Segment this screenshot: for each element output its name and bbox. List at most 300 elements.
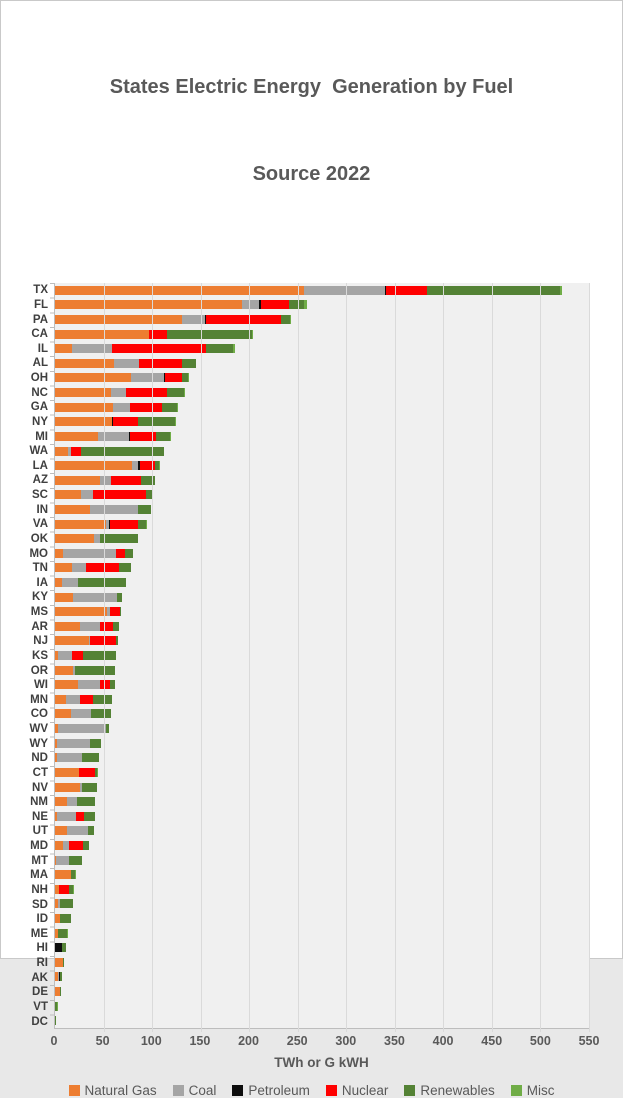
- bar-row-ma: [55, 867, 589, 882]
- gridline-100: [152, 283, 153, 1032]
- bar-segment-misc: [75, 870, 76, 879]
- y-axis-label-ok: OK: [11, 532, 54, 547]
- y-axis-label-tn: TN: [11, 561, 54, 576]
- stacked-bar-mi: [55, 432, 589, 441]
- bar-segment-misc: [177, 403, 178, 412]
- bar-segment-renewables: [60, 899, 73, 908]
- x-tick-label-0: 0: [51, 1034, 58, 1048]
- bar-segment-natural-gas: [55, 622, 80, 631]
- bar-row-ia: [55, 575, 589, 590]
- legend-swatch-misc: [511, 1085, 522, 1096]
- bar-segment-renewables: [82, 783, 97, 792]
- bar-segment-nuclear: [116, 549, 125, 558]
- bar-segment-nuclear: [69, 841, 84, 850]
- y-axis-label-fl: FL: [11, 298, 54, 313]
- bar-segment-nuclear: [72, 651, 83, 660]
- y-axis-label-de: DE: [11, 985, 54, 1000]
- bar-row-ok: [55, 531, 589, 546]
- bar-segment-renewables: [100, 534, 139, 543]
- y-axis-label-co: CO: [11, 707, 54, 722]
- bar-segment-misc: [170, 432, 171, 441]
- bar-segment-nuclear: [71, 447, 81, 456]
- bar-segment-nuclear: [206, 315, 281, 324]
- gridline-450: [492, 283, 493, 1032]
- legend: [1, 1083, 622, 1098]
- bar-segment-natural-gas: [55, 286, 304, 295]
- y-axis-label-ca: CA: [11, 327, 54, 342]
- legend-item-nuclear: [326, 1083, 389, 1098]
- bar-segment-coal: [62, 578, 79, 587]
- bar-row-me: [55, 926, 589, 941]
- bar-segment-natural-gas: [55, 695, 66, 704]
- y-axis-label-or: OR: [11, 663, 54, 678]
- stacked-bar-wa: [55, 447, 589, 456]
- bar-segment-misc: [252, 330, 253, 339]
- stacked-bar-ga: [55, 403, 589, 412]
- bar-segment-nuclear: [79, 768, 95, 777]
- stacked-bar-mn: [55, 695, 589, 704]
- y-axis-label-nv: NV: [11, 780, 54, 795]
- bar-segment-coal: [57, 739, 90, 748]
- bar-row-ms: [55, 604, 589, 619]
- stacked-bar-fl: [55, 300, 589, 309]
- legend-item-coal: [173, 1083, 217, 1098]
- x-axis-ticks: [54, 1032, 589, 1051]
- bar-segment-natural-gas: [55, 490, 81, 499]
- stacked-bar-ks: [55, 651, 589, 660]
- legend-swatch-natural-gas: [69, 1085, 80, 1096]
- bar-segment-nuclear: [76, 812, 84, 821]
- gridline-50: [104, 283, 105, 1032]
- bar-segment-coal: [67, 797, 78, 806]
- bar-row-or: [55, 663, 589, 678]
- bar-segment-natural-gas: [55, 330, 149, 339]
- bar-segment-renewables: [84, 812, 95, 821]
- bar-row-sc: [55, 488, 589, 503]
- bar-row-id: [55, 911, 589, 926]
- stacked-bar-nv: [55, 783, 589, 792]
- stacked-bar-ar: [55, 622, 589, 631]
- x-tick-label-300: 300: [335, 1034, 356, 1048]
- legend-swatch-petroleum: [232, 1085, 243, 1096]
- bar-row-in: [55, 502, 589, 517]
- bar-row-al: [55, 356, 589, 371]
- bar-segment-misc: [184, 388, 185, 397]
- bar-segment-coal: [72, 563, 87, 572]
- bar-segment-misc: [146, 520, 147, 529]
- stacked-bar-tn: [55, 563, 589, 572]
- bar-segment-nuclear: [139, 359, 182, 368]
- stacked-bar-vt: [55, 1002, 589, 1011]
- bar-segment-natural-gas: [55, 373, 131, 382]
- y-axis-labels: [11, 283, 54, 1029]
- bar-segment-nuclear: [59, 885, 69, 894]
- bar-row-ak: [55, 970, 589, 985]
- y-axis-label-pa: PA: [11, 312, 54, 327]
- bar-segment-natural-gas: [55, 520, 106, 529]
- bar-segment-misc: [560, 286, 562, 295]
- bar-row-co: [55, 707, 589, 722]
- legend-label-misc: Misc: [527, 1083, 555, 1098]
- bar-segment-renewables: [162, 403, 178, 412]
- bar-segment-renewables: [206, 344, 232, 353]
- x-tick-label-50: 50: [96, 1034, 110, 1048]
- stacked-bar-ak: [55, 972, 589, 981]
- y-axis-label-ms: MS: [11, 605, 54, 620]
- stacked-bar-va: [55, 520, 589, 529]
- gridline-550: [589, 283, 590, 1032]
- bar-segment-nuclear: [112, 344, 206, 353]
- bar-segment-coal: [80, 622, 99, 631]
- bar-segment-coal: [131, 373, 164, 382]
- x-axis-title: TWh or G kWH: [54, 1055, 589, 1070]
- y-axis-label-ks: KS: [11, 649, 54, 664]
- y-axis-label-sc: SC: [11, 488, 54, 503]
- bar-segment-natural-gas: [55, 578, 62, 587]
- y-axis-label-ri: RI: [11, 956, 54, 971]
- y-axis-label-id: ID: [11, 912, 54, 927]
- bar-segment-misc: [290, 315, 291, 324]
- y-axis-label-ny: NY: [11, 415, 54, 430]
- y-axis-label-in: IN: [11, 502, 54, 517]
- bar-segment-renewables: [77, 797, 94, 806]
- stacked-bar-nj: [55, 636, 589, 645]
- bar-segment-renewables: [82, 753, 99, 762]
- x-tick-label-350: 350: [384, 1034, 405, 1048]
- bar-row-ca: [55, 327, 589, 342]
- bar-segment-misc: [304, 300, 308, 309]
- legend-item-natural-gas: [69, 1083, 157, 1098]
- legend-item-renewables: [404, 1083, 494, 1098]
- y-axis-label-ar: AR: [11, 619, 54, 634]
- bar-segment-renewables: [83, 651, 116, 660]
- y-axis-label-la: LA: [11, 459, 54, 474]
- bar-segment-nuclear: [113, 417, 138, 426]
- bar-segment-coal: [57, 753, 82, 762]
- bar-row-fl: [55, 298, 589, 313]
- y-axis-label-md: MD: [11, 839, 54, 854]
- gridline-250: [298, 283, 299, 1032]
- bar-segment-misc: [175, 417, 176, 426]
- y-axis-label-ne: NE: [11, 810, 54, 825]
- y-axis-label-nd: ND: [11, 751, 54, 766]
- stacked-bar-me: [55, 929, 589, 938]
- legend-label-nuclear: Nuclear: [342, 1083, 389, 1098]
- y-axis-label-sd: SD: [11, 897, 54, 912]
- bar-segment-natural-gas: [55, 841, 63, 850]
- bar-segment-nuclear: [100, 622, 114, 631]
- y-axis-label-nh: NH: [11, 883, 54, 898]
- bar-segment-natural-gas: [55, 447, 68, 456]
- bar-row-ny: [55, 414, 589, 429]
- bar-segment-renewables: [60, 914, 72, 923]
- stacked-bar-nh: [55, 885, 589, 894]
- x-tick-label-550: 550: [579, 1034, 600, 1048]
- bar-segment-coal: [78, 680, 99, 689]
- bar-segment-natural-gas: [55, 768, 79, 777]
- y-axis-label-al: AL: [11, 356, 54, 371]
- bar-segment-natural-gas: [55, 958, 63, 967]
- bar-row-ut: [55, 824, 589, 839]
- y-axis-label-va: VA: [11, 517, 54, 532]
- y-axis-label-hi: HI: [11, 941, 54, 956]
- stacked-bar-pa: [55, 315, 589, 324]
- stacked-bar-ia: [55, 578, 589, 587]
- stacked-bar-oh: [55, 373, 589, 382]
- bar-segment-coal: [113, 403, 130, 412]
- bar-row-mn: [55, 692, 589, 707]
- y-axis-label-nc: NC: [11, 385, 54, 400]
- bar-segment-coal: [58, 724, 107, 733]
- bar-segment-renewables: [58, 929, 67, 938]
- bar-segment-coal: [63, 549, 116, 558]
- bar-row-wy: [55, 736, 589, 751]
- bar-row-va: [55, 517, 589, 532]
- bar-segment-renewables: [106, 724, 109, 733]
- x-tick-label-450: 450: [481, 1034, 502, 1048]
- bar-row-az: [55, 473, 589, 488]
- bar-segment-coal: [71, 709, 91, 718]
- gridline-400: [443, 283, 444, 1032]
- bar-segment-nuclear: [126, 388, 167, 397]
- x-tick-label-500: 500: [530, 1034, 551, 1048]
- y-axis-label-tx: TX: [11, 283, 54, 298]
- bar-row-nd: [55, 751, 589, 766]
- bar-segment-renewables: [116, 636, 118, 645]
- chart-title-line1: States Electric Energy Generation by Fuel: [1, 73, 622, 102]
- stacked-bar-mo: [55, 549, 589, 558]
- bar-segment-natural-gas: [55, 359, 114, 368]
- bar-segment-renewables: [91, 709, 111, 718]
- bar-row-nm: [55, 794, 589, 809]
- bar-row-dc: [55, 1013, 589, 1028]
- bar-segment-coal: [66, 695, 81, 704]
- bar-segment-renewables: [83, 841, 89, 850]
- bar-row-wa: [55, 444, 589, 459]
- bar-segment-renewables: [120, 607, 121, 616]
- x-tick-label-100: 100: [141, 1034, 162, 1048]
- x-tick-label-150: 150: [189, 1034, 210, 1048]
- bar-segment-renewables: [167, 330, 252, 339]
- bar-segment-renewables: [90, 739, 101, 748]
- stacked-bar-in: [55, 505, 589, 514]
- bar-segment-coal: [81, 490, 93, 499]
- legend-label-petroleum: Petroleum: [248, 1083, 310, 1098]
- legend-item-petroleum: [232, 1083, 310, 1098]
- stacked-bar-ma: [55, 870, 589, 879]
- bar-row-vt: [55, 999, 589, 1014]
- x-tick-label-250: 250: [287, 1034, 308, 1048]
- chart-title-line2: Source 2022: [1, 160, 622, 189]
- bar-segment-natural-gas: [55, 300, 242, 309]
- bar-row-wi: [55, 677, 589, 692]
- y-axis-label-wv: WV: [11, 722, 54, 737]
- legend-swatch-nuclear: [326, 1085, 337, 1096]
- y-axis-label-ky: KY: [11, 590, 54, 605]
- bar-row-il: [55, 341, 589, 356]
- legend-label-renewables: Renewables: [420, 1083, 494, 1098]
- legend-swatch-coal: [173, 1085, 184, 1096]
- bar-segment-natural-gas: [55, 607, 107, 616]
- bar-segment-renewables: [167, 388, 184, 397]
- bar-segment-coal: [304, 286, 386, 295]
- bar-row-hi: [55, 940, 589, 955]
- bar-segment-nuclear: [80, 695, 93, 704]
- bar-row-sd: [55, 897, 589, 912]
- x-tick-label-200: 200: [238, 1034, 259, 1048]
- bar-segment-renewables: [125, 549, 133, 558]
- bar-segment-nuclear: [165, 373, 182, 382]
- bar-segment-renewables: [88, 826, 94, 835]
- stacked-bar-az: [55, 476, 589, 485]
- stacked-bar-wv: [55, 724, 589, 733]
- y-axis-label-ga: GA: [11, 400, 54, 415]
- y-axis-label-ct: CT: [11, 766, 54, 781]
- bar-row-nh: [55, 882, 589, 897]
- stacked-bar-ne: [55, 812, 589, 821]
- legend-swatch-renewables: [404, 1085, 415, 1096]
- stacked-bar-nd: [55, 753, 589, 762]
- bar-segment-coal: [72, 344, 112, 353]
- bar-segment-misc: [97, 768, 98, 777]
- y-axis-label-wa: WA: [11, 444, 54, 459]
- y-axis-label-mn: MN: [11, 693, 54, 708]
- bar-segment-natural-gas: [55, 315, 182, 324]
- bar-segment-natural-gas: [55, 534, 94, 543]
- stacked-bar-la: [55, 461, 589, 470]
- bar-segment-renewables: [281, 315, 290, 324]
- bar-segment-natural-gas: [55, 666, 73, 675]
- stacked-bar-co: [55, 709, 589, 718]
- bar-segment-coal: [58, 651, 73, 660]
- bar-row-ky: [55, 590, 589, 605]
- bar-row-oh: [55, 371, 589, 386]
- bar-segment-renewables: [119, 563, 131, 572]
- bar-segment-natural-gas: [55, 432, 98, 441]
- legend-item-misc: [511, 1083, 555, 1098]
- bar-segment-natural-gas: [55, 680, 78, 689]
- legend-label-coal: Coal: [189, 1083, 217, 1098]
- bar-segment-coal: [100, 476, 112, 485]
- bar-segment-coal: [57, 812, 76, 821]
- stacked-bar-ny: [55, 417, 589, 426]
- y-axis-label-wi: WI: [11, 678, 54, 693]
- bar-segment-nuclear: [386, 286, 427, 295]
- y-axis-label-wy: WY: [11, 736, 54, 751]
- y-axis-label-az: AZ: [11, 473, 54, 488]
- stacked-bar-wi: [55, 680, 589, 689]
- y-axis-label-nj: NJ: [11, 634, 54, 649]
- bar-segment-renewables: [138, 505, 151, 514]
- bar-segment-renewables: [289, 300, 304, 309]
- bar-segment-coal: [90, 505, 139, 514]
- stacked-bar-sc: [55, 490, 589, 499]
- bar-segment-natural-gas: [55, 636, 89, 645]
- bar-segment-renewables: [60, 972, 62, 981]
- y-axis-label-mi: MI: [11, 429, 54, 444]
- bar-segment-misc: [188, 373, 189, 382]
- y-axis-label-il: IL: [11, 342, 54, 357]
- stacked-bar-nm: [55, 797, 589, 806]
- bar-segment-natural-gas: [55, 549, 63, 558]
- stacked-bar-al: [55, 359, 589, 368]
- stacked-bar-wy: [55, 739, 589, 748]
- bar-row-wv: [55, 721, 589, 736]
- bar-segment-natural-gas: [55, 344, 72, 353]
- bar-segment-nuclear: [110, 520, 137, 529]
- bar-segment-misc: [159, 461, 160, 470]
- stacked-bar-tx: [55, 286, 589, 295]
- bar-row-ct: [55, 765, 589, 780]
- bar-segment-renewables: [182, 359, 196, 368]
- y-axis-label-ma: MA: [11, 868, 54, 883]
- bar-segment-coal: [67, 826, 88, 835]
- stacked-bar-ca: [55, 330, 589, 339]
- bar-segment-coal: [56, 856, 69, 865]
- y-axis-label-me: ME: [11, 927, 54, 942]
- bar-segment-nuclear: [261, 300, 289, 309]
- bar-segment-petroleum: [55, 943, 62, 952]
- bar-row-ga: [55, 400, 589, 415]
- stacked-bar-ut: [55, 826, 589, 835]
- bar-segment-renewables: [62, 943, 65, 952]
- bar-segment-renewables: [113, 622, 119, 631]
- bar-row-tn: [55, 561, 589, 576]
- bar-segment-natural-gas: [55, 563, 72, 572]
- bar-segment-misc: [73, 885, 74, 894]
- stacked-bar-mt: [55, 856, 589, 865]
- bar-segment-natural-gas: [55, 461, 132, 470]
- bar-segment-renewables: [117, 593, 122, 602]
- bar-row-mi: [55, 429, 589, 444]
- y-axis-label-ia: IA: [11, 576, 54, 591]
- bar-row-ks: [55, 648, 589, 663]
- bar-segment-renewables: [138, 520, 147, 529]
- bar-segment-coal: [242, 300, 259, 309]
- bar-row-la: [55, 458, 589, 473]
- bar-segment-coal: [182, 315, 205, 324]
- bar-row-de: [55, 984, 589, 999]
- stacked-bar-id: [55, 914, 589, 923]
- y-axis-label-mt: MT: [11, 853, 54, 868]
- gridline-200: [249, 283, 250, 1032]
- bar-row-ne: [55, 809, 589, 824]
- bar-segment-nuclear: [130, 403, 162, 412]
- chart-area: [11, 283, 589, 1029]
- bar-row-nj: [55, 634, 589, 649]
- gridline-350: [395, 283, 396, 1032]
- stacked-bar-ms: [55, 607, 589, 616]
- stacked-bar-il: [55, 344, 589, 353]
- bar-segment-coal: [73, 593, 117, 602]
- y-axis-label-ak: AK: [11, 970, 54, 985]
- y-axis-label-vt: VT: [11, 1000, 54, 1015]
- bar-segment-misc: [233, 344, 235, 353]
- bar-row-md: [55, 838, 589, 853]
- bar-row-pa: [55, 312, 589, 327]
- stacked-bar-ky: [55, 593, 589, 602]
- stacked-bar-ok: [55, 534, 589, 543]
- stacked-bar-ct: [55, 768, 589, 777]
- bar-row-nv: [55, 780, 589, 795]
- bar-row-mo: [55, 546, 589, 561]
- y-axis-label-mo: MO: [11, 546, 54, 561]
- stacked-bar-ri: [55, 958, 589, 967]
- bar-segment-natural-gas: [55, 709, 71, 718]
- stacked-bar-dc: [55, 1016, 589, 1025]
- bar-row-ar: [55, 619, 589, 634]
- bar-segment-misc: [67, 929, 68, 938]
